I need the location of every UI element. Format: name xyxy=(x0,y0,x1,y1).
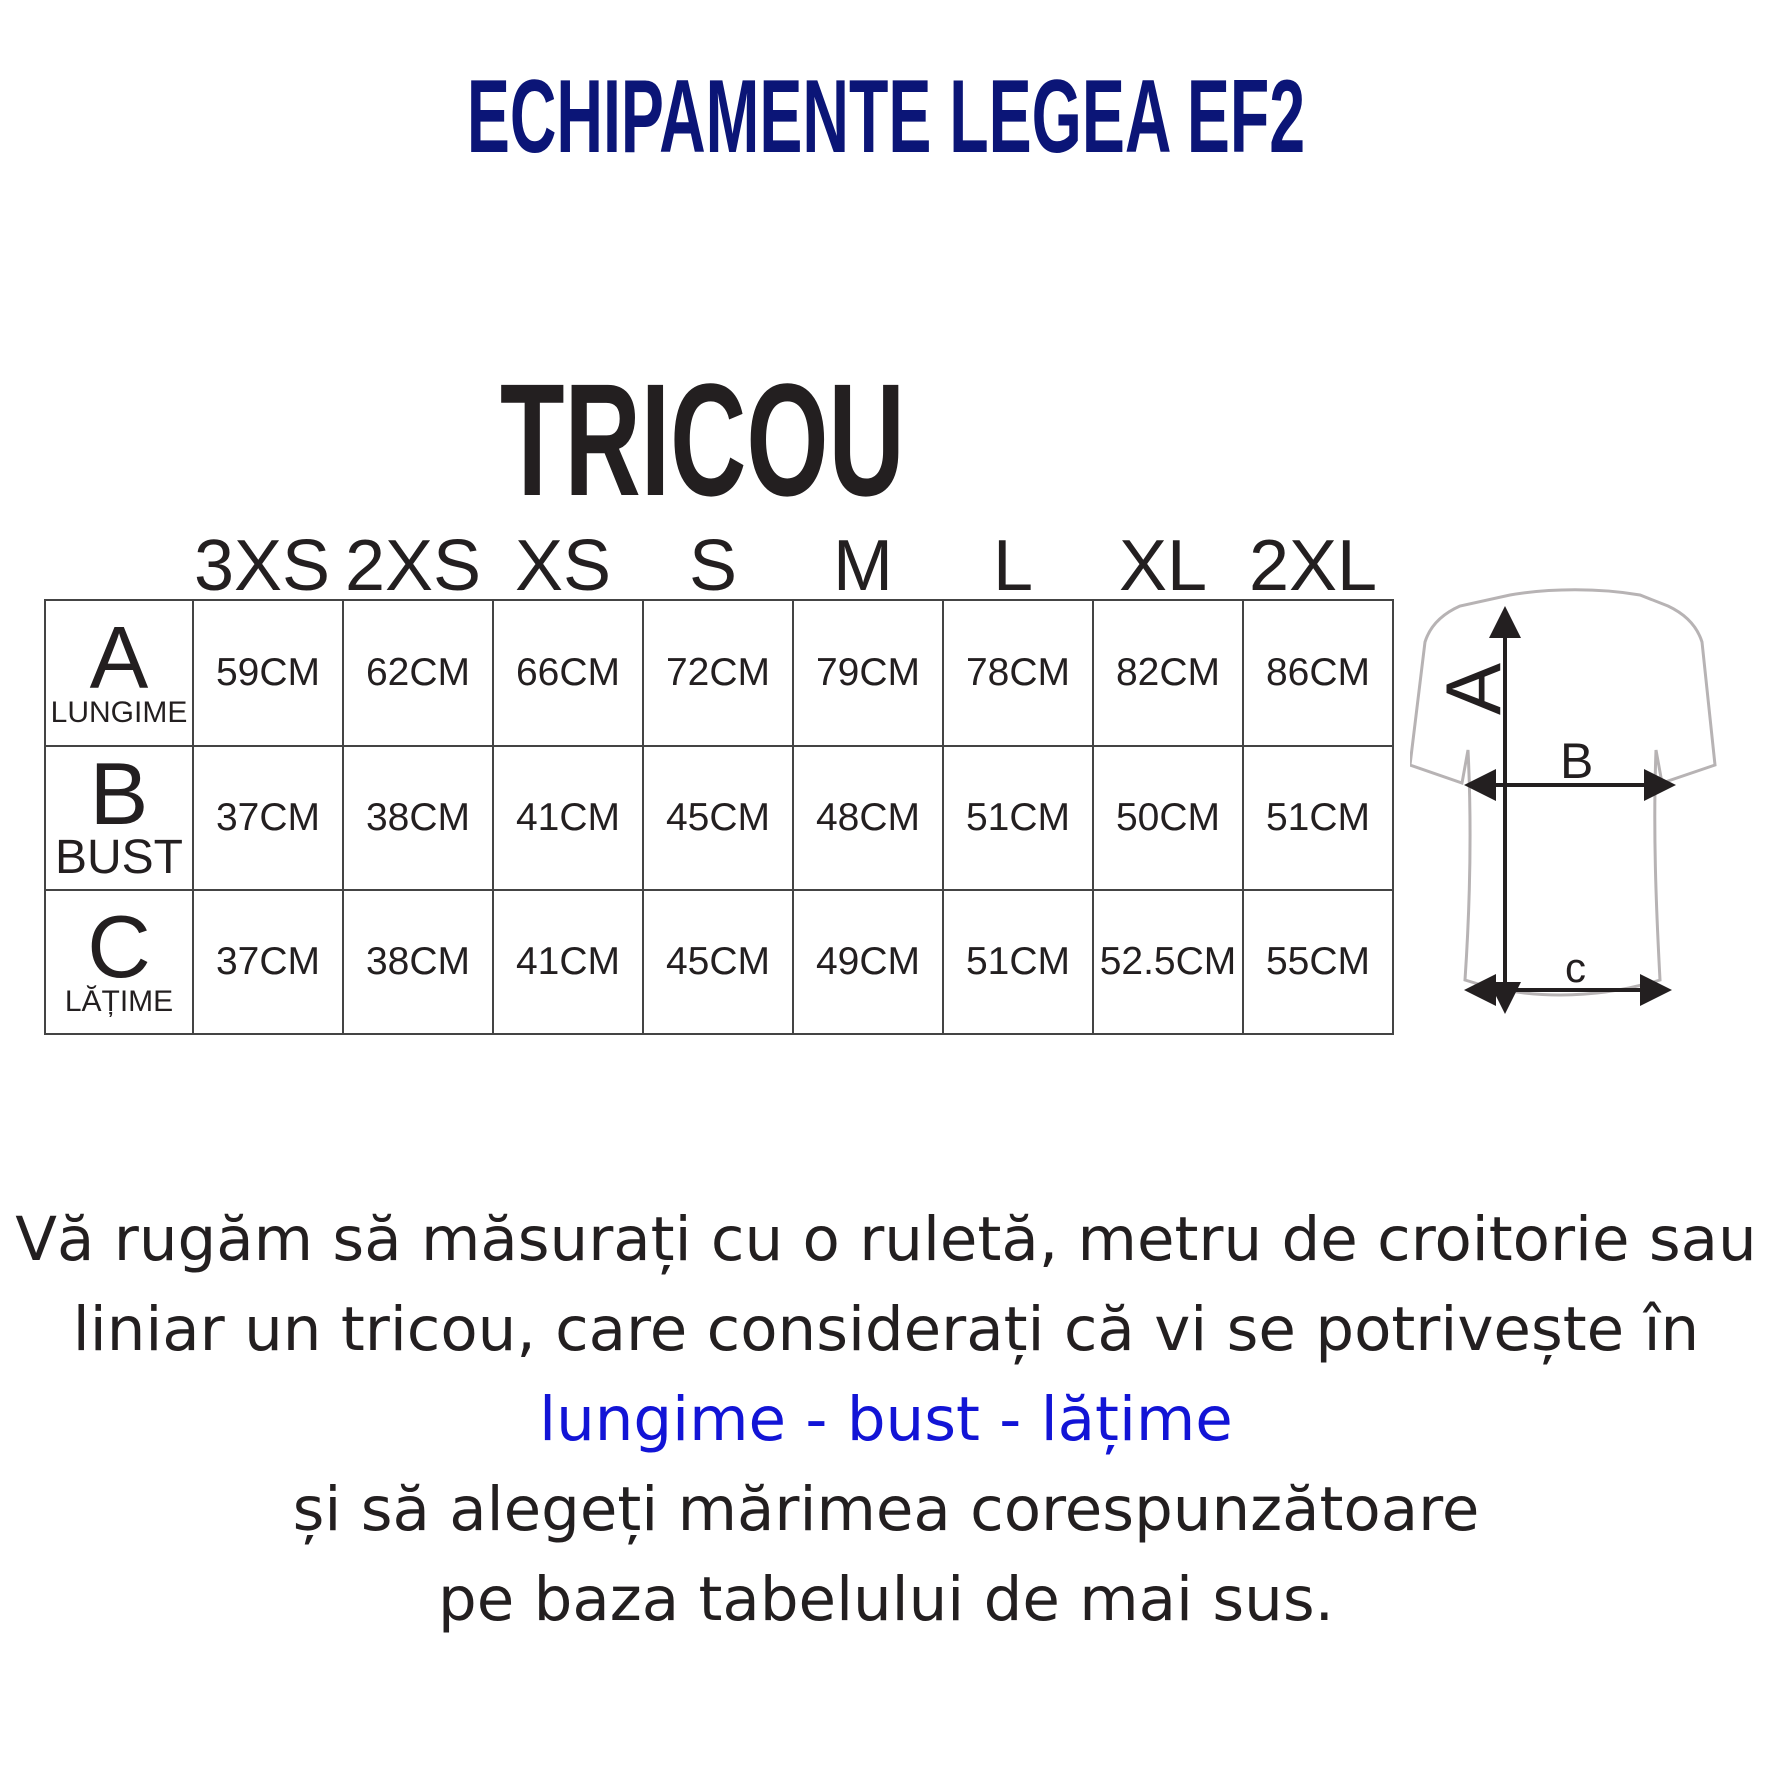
row-letter: A xyxy=(89,608,149,708)
instructions-text xyxy=(0,1195,1772,1645)
table-cell: 72CM xyxy=(643,600,793,746)
row-name: LĂȚIME xyxy=(64,984,174,1018)
table-cell: 37CM xyxy=(193,890,343,1034)
diagram-label-c: c xyxy=(1565,944,1586,991)
size-label-2xl: 2XL xyxy=(1248,526,1378,606)
row-letter: B xyxy=(89,744,149,844)
table-cell: 52.5CM xyxy=(1093,890,1243,1034)
table-row xyxy=(45,746,1393,890)
row-head-c xyxy=(45,890,193,1034)
instructions-line: Vă rugăm să măsurați cu o ruletă, metru de croitorie sau xyxy=(15,1204,1757,1275)
instructions-highlight: lungime - bust - lățime xyxy=(539,1384,1233,1455)
row-name: BUST xyxy=(54,830,183,884)
table-cell: 51CM xyxy=(1243,746,1393,890)
table-cell: 79CM xyxy=(793,600,943,746)
instructions-line: pe baza tabelului de mai sus. xyxy=(437,1564,1335,1635)
instructions-line: liniar un tricou, care considerați că vi se potrivește în xyxy=(72,1294,1700,1365)
table-cell: 45CM xyxy=(643,890,793,1034)
table-cell: 62CM xyxy=(343,600,493,746)
table-row xyxy=(45,890,1393,1034)
row-head-b xyxy=(45,746,193,890)
table-cell: 86CM xyxy=(1243,600,1393,746)
product-title: TRICOU xyxy=(500,350,905,529)
instructions-line: și să alegeți mărimea corespunzătoare xyxy=(292,1474,1480,1545)
table-cell: 55CM xyxy=(1243,890,1393,1034)
table-cell: 49CM xyxy=(793,890,943,1034)
size-label-s: S xyxy=(688,526,738,606)
tshirt-measurement-diagram xyxy=(1410,570,1740,1030)
table-cell: 38CM xyxy=(343,746,493,890)
diagram-label-a: A xyxy=(1429,662,1517,715)
row-letter: C xyxy=(87,897,151,997)
table-row xyxy=(45,600,1393,746)
table-cell: 59CM xyxy=(193,600,343,746)
size-label-xs: XS xyxy=(514,526,612,606)
row-head-a xyxy=(45,600,193,746)
size-label-3xs: 3XS xyxy=(193,526,331,606)
size-table xyxy=(44,599,1394,1035)
table-cell: 51CM xyxy=(943,890,1093,1034)
table-cell: 37CM xyxy=(193,746,343,890)
row-name: LUNGIME xyxy=(50,695,188,729)
tshirt-outline xyxy=(1410,590,1715,995)
size-label-l: L xyxy=(992,526,1034,606)
table-cell: 78CM xyxy=(943,600,1093,746)
size-label-2xs: 2XS xyxy=(344,526,482,606)
size-label-xl: XL xyxy=(1118,526,1208,606)
table-cell: 41CM xyxy=(493,890,643,1034)
table-cell: 48CM xyxy=(793,746,943,890)
page-title: ECHIPAMENTE LEGEA EF2 xyxy=(466,59,1306,175)
size-label-m: M xyxy=(833,526,893,606)
table-cell: 66CM xyxy=(493,600,643,746)
table-cell: 82CM xyxy=(1093,600,1243,746)
diagram-label-b: B xyxy=(1560,733,1594,789)
table-cell: 50CM xyxy=(1093,746,1243,890)
table-cell: 41CM xyxy=(493,746,643,890)
table-cell: 38CM xyxy=(343,890,493,1034)
table-cell: 51CM xyxy=(943,746,1093,890)
table-cell: 45CM xyxy=(643,746,793,890)
